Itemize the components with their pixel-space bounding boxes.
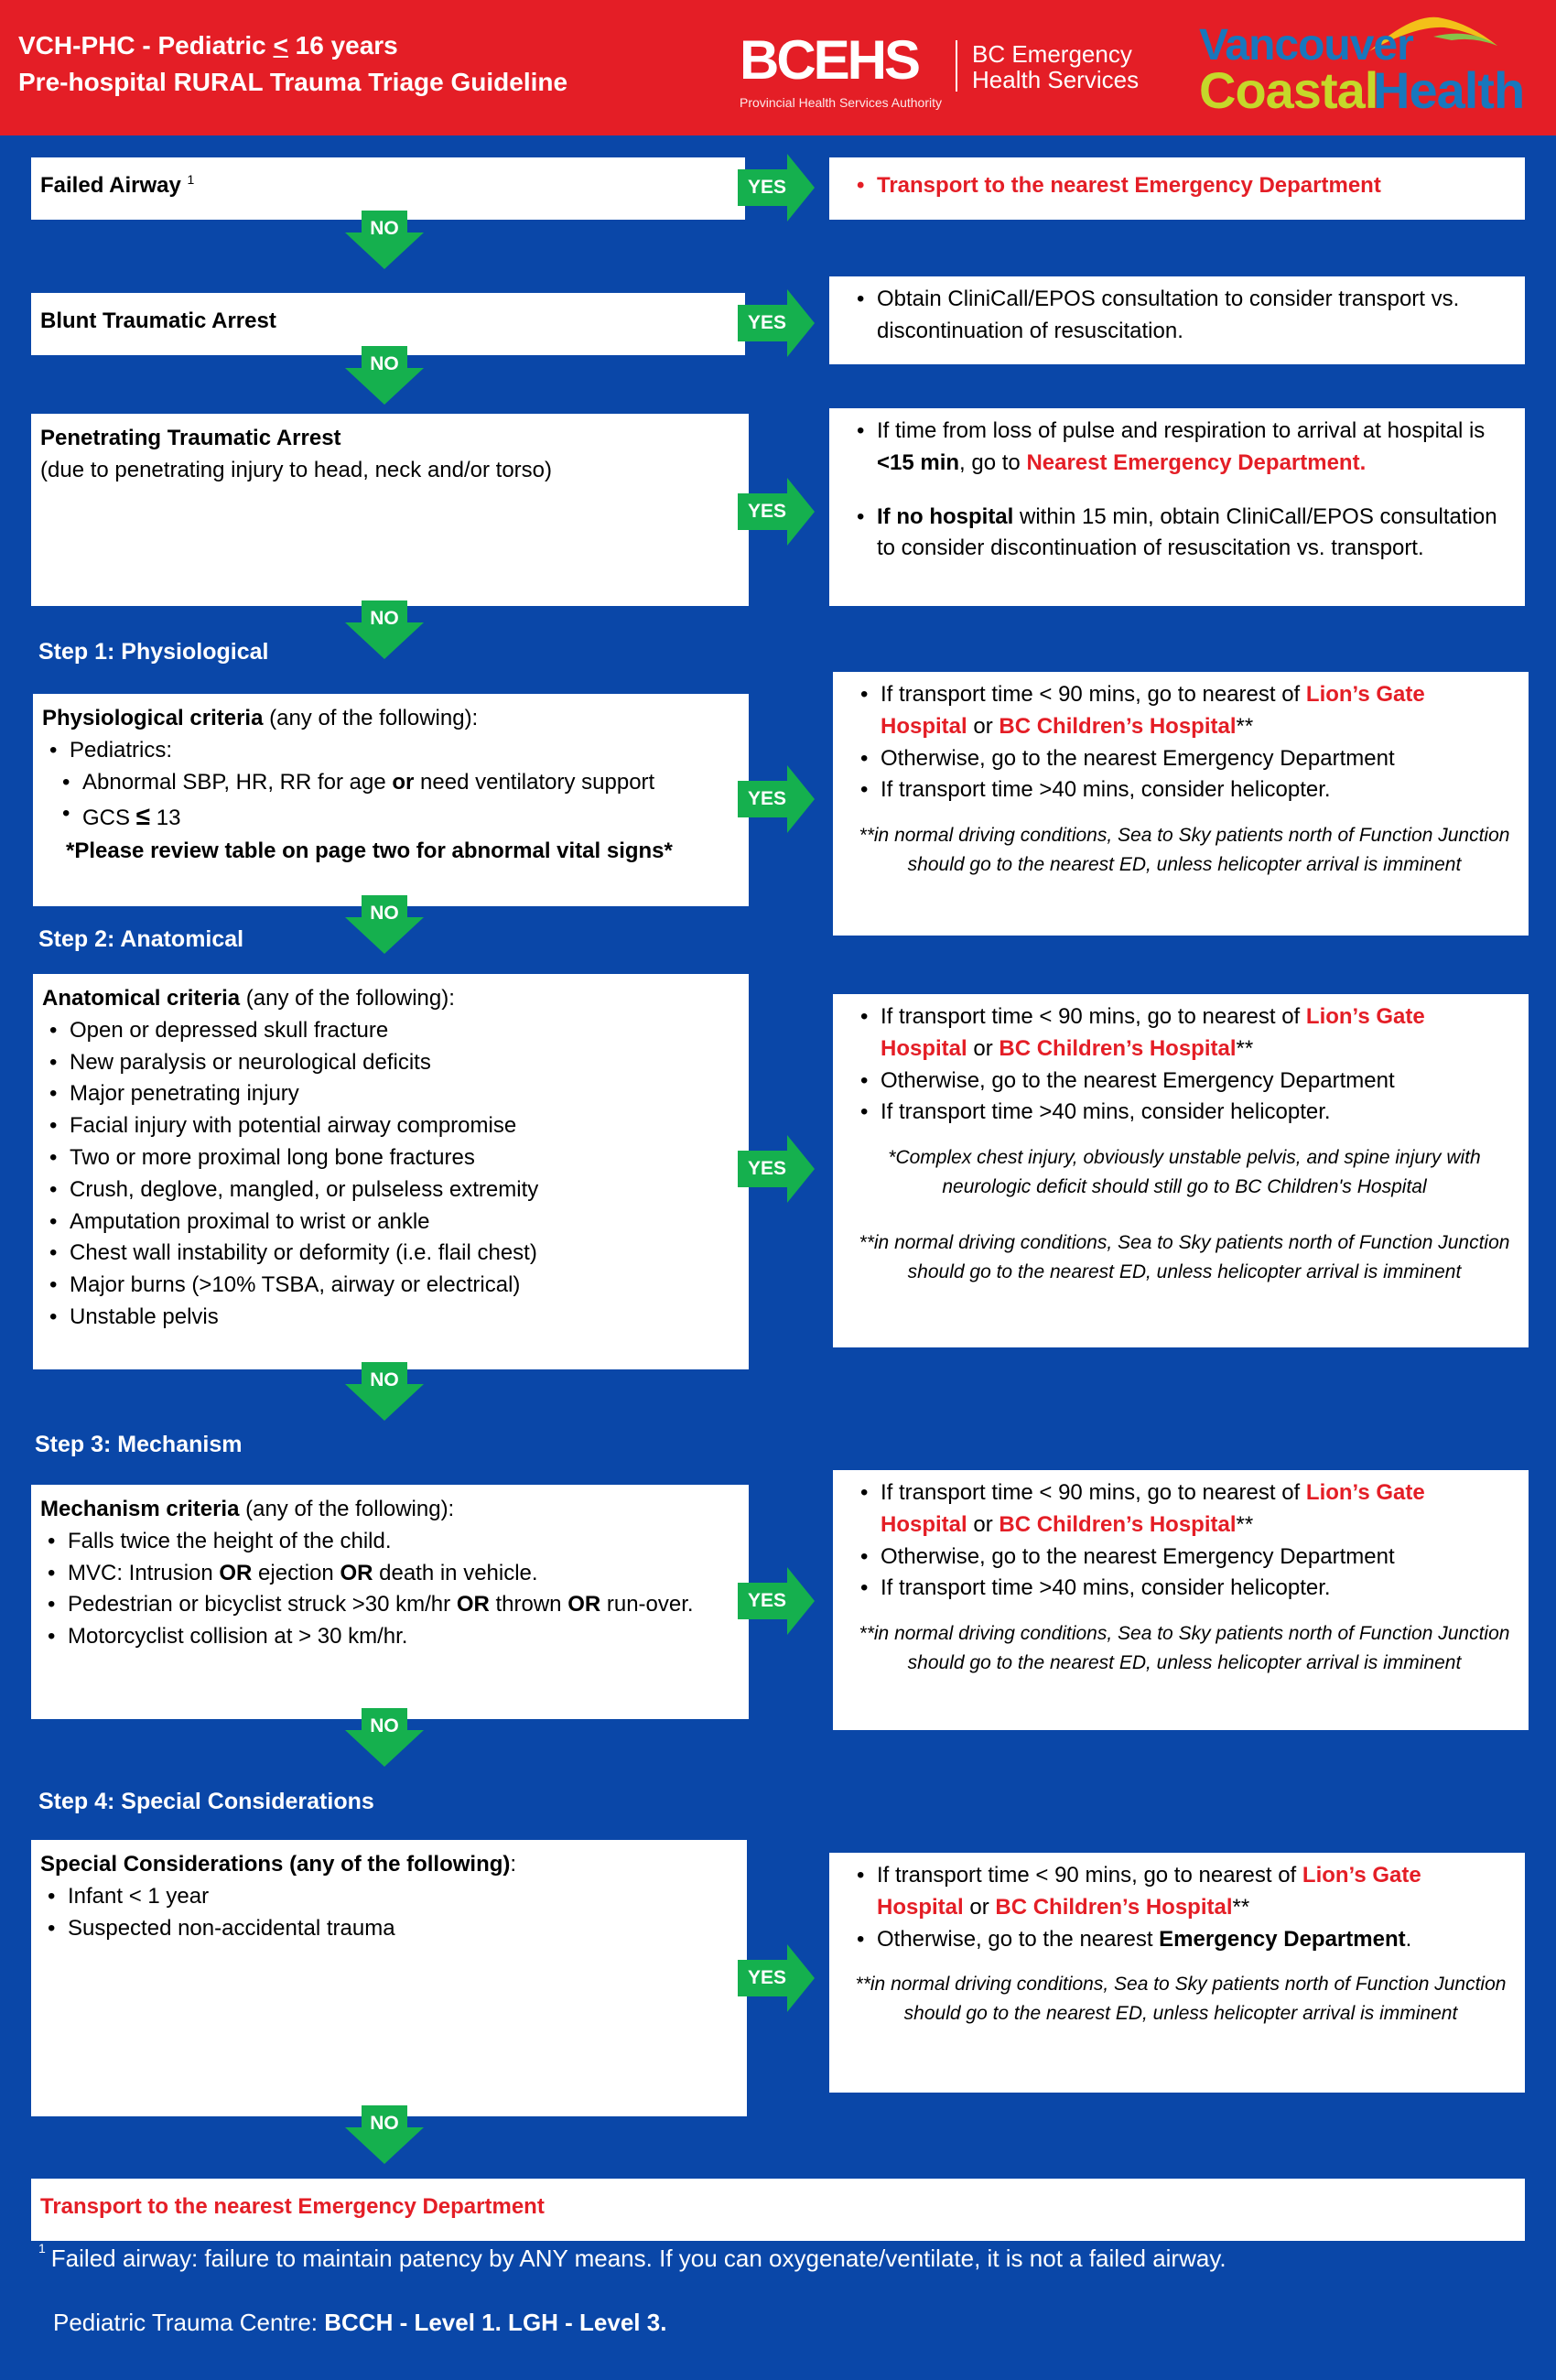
yes-arrow: YES: [738, 1944, 815, 2012]
physiological-action-box: [833, 672, 1529, 936]
penetrating-action-1: • If time from loss of pulse and respiration to arrival at hospital is <15 min, go to Nearest Emergency Department.: [849, 416, 1512, 480]
lions-gate-item: • If transport time < 90 mins, go to nearest of Lion’s Gate Hospital or BC Children’s Hospital**: [853, 679, 1516, 743]
penetrating-arrest-subtitle: (due to penetrating injury to head, neck and/or torso): [40, 457, 553, 482]
header-banner: [0, 0, 1556, 135]
title-text: VCH-PHC - Pediatric: [18, 31, 266, 60]
special-item: • Suspected non-accidental trauma: [40, 1913, 738, 1945]
lions-gate-item: • If transport time < 90 mins, go to nearest of Lion’s Gate Hospital or BC Children’s Hospital**: [849, 1860, 1512, 1924]
special-considerations-box: [31, 1840, 747, 2116]
yes-arrow: YES: [738, 478, 815, 546]
special-action-box: [829, 1853, 1525, 2093]
complex-injury-note: *Complex chest injury, obviously unstable pelvis, and spine injury with neurologic deficit should still go to BC Children's Hospital: [888, 1147, 1481, 1197]
no-arrow: NO: [345, 1708, 424, 1767]
mechanism-item: • Falls twice the height of the child.: [40, 1526, 740, 1558]
lions-gate-item: • If transport time < 90 mins, go to nearest of Lion’s Gate Hospital or BC Children’s Hospital**: [853, 1001, 1516, 1066]
physio-sub-item-1: • Abnormal SBP, HR, RR for age or need ventilatory support: [42, 767, 740, 799]
helicopter-item: • If transport time >40 mins, consider helicopter.: [853, 1573, 1516, 1605]
mechanism-item: • Motorcyclist collision at > 30 km/hr.: [40, 1621, 740, 1653]
title-age: 16 years: [295, 31, 398, 60]
yes-arrow: YES: [738, 765, 815, 833]
failed-airway-action-box: [829, 157, 1525, 220]
otherwise-item: • Otherwise, go to the nearest Emergency Department: [853, 743, 1516, 775]
footnote: [38, 2241, 1226, 2273]
less-equal-symbol: <: [273, 31, 288, 60]
bcehs-logo: BCEHS: [740, 29, 919, 91]
pediatrics-item: • Pediatrics:: [42, 735, 740, 767]
physio-table-note: *Please review table on page two for abnormal vital signs*: [66, 838, 673, 863]
failed-airway-label: Failed Airway: [40, 173, 181, 198]
trauma-centre-note: Pediatric Trauma Centre: BCCH - Level 1. LGH - Level 3.: [53, 2309, 667, 2336]
special-item: • Infant < 1 year: [40, 1881, 738, 1913]
sea-to-sky-note: **in normal driving conditions, Sea to Sky patients north of Function Junction should go to the nearest ED, unless helicopter arrival is imminent: [855, 1974, 1507, 2024]
mechanism-item: • Pedestrian or bicyclist struck >30 km/hr OR thrown OR run-over.: [40, 1589, 740, 1621]
blunt-action-box: [829, 276, 1525, 364]
criteria-qualifier: (any of the following):: [240, 986, 455, 1011]
penetrating-action-2: • If no hospital within 15 min, obtain CliniCall/EPOS consultation to consider discontinuation of resuscitation vs. transport.: [849, 502, 1512, 566]
bcehs-name-line2: Health Services: [972, 66, 1140, 93]
step-4-heading: Step 4: Special Considerations: [38, 1789, 374, 1814]
failed-airway-action: • Transport to the nearest Emergency Department: [849, 170, 1512, 202]
penetrating-arrest-label: Penetrating Traumatic Arrest: [40, 426, 341, 450]
special-title: Special Considerations (any of the following):: [40, 1852, 517, 1877]
anatomical-item: • Facial injury with potential airway compromise: [42, 1110, 740, 1142]
anatomical-item: • Major burns (>10% TSBA, airway or electrical): [42, 1270, 740, 1302]
anatomical-action-box: [833, 994, 1529, 1347]
helicopter-item: • If transport time >40 mins, consider helicopter.: [853, 774, 1516, 806]
anatomical-item: • New paralysis or neurological deficits: [42, 1047, 740, 1079]
bcehs-name-line1: BC Emergency: [972, 40, 1132, 68]
lions-gate-item: • If transport time < 90 mins, go to nearest of Lion’s Gate Hospital or BC Children’s Hospital**: [853, 1477, 1516, 1542]
anatomical-item: • Major penetrating injury: [42, 1078, 740, 1110]
no-arrow: NO: [345, 2105, 424, 2164]
anatomical-item: • Open or depressed skull fracture: [42, 1015, 740, 1047]
mechanism-item: • MVC: Intrusion OR ejection OR death in vehicle.: [40, 1558, 740, 1590]
mechanism-title: Mechanism criteria: [40, 1497, 240, 1521]
sea-to-sky-note: **in normal driving conditions, Sea to Sky patients north of Function Junction should go to the nearest ED, unless helicopter arrival is imminent: [859, 1623, 1510, 1673]
anatomical-title: Anatomical criteria: [42, 986, 241, 1011]
step-3-heading: Step 3: Mechanism: [35, 1432, 243, 1457]
anatomical-item: • Chest wall instability or deformity (i.e. flail chest): [42, 1238, 740, 1270]
footnote-text: Failed airway: failure to maintain patency by ANY means. If you can oxygenate/ventilate, it is not a failed airway.: [50, 2245, 1226, 2272]
mechanism-action-box: [833, 1470, 1529, 1730]
physiological-box: [33, 694, 749, 906]
page-title-line1: [18, 31, 398, 60]
mechanism-box: [31, 1485, 749, 1719]
no-arrow: NO: [345, 1362, 424, 1421]
yes-arrow: YES: [738, 289, 815, 357]
helicopter-item: • If transport time >40 mins, consider helicopter.: [853, 1097, 1516, 1129]
penetrating-action-box: [829, 408, 1525, 606]
vch-logo-health: Health: [1373, 61, 1525, 119]
bcehs-tagline: Provincial Health Services Authority: [740, 95, 942, 110]
no-arrow: NO: [345, 346, 424, 405]
vch-logo-coastal: Coastal: [1199, 61, 1378, 119]
anatomical-item: • Unstable pelvis: [42, 1302, 740, 1334]
vch-logo-line1: Vancouver: [1199, 21, 1413, 70]
blunt-action: • Obtain CliniCall/EPOS consultation to consider transport vs. discontinuation of resuscitation.: [849, 284, 1512, 348]
sea-to-sky-note: **in normal driving conditions, Sea to Sky patients north of Function Junction should go to the nearest ED, unless helicopter arrival is imminent: [859, 825, 1510, 875]
footnote-marker: 1: [187, 172, 195, 187]
yes-arrow: YES: [738, 1567, 815, 1635]
penetrating-arrest-box: [31, 414, 749, 606]
otherwise-item: • Otherwise, go to the nearest Emergency Department: [853, 1542, 1516, 1574]
footnote-marker: 1: [38, 2241, 46, 2256]
blunt-arrest-label: Blunt Traumatic Arrest: [40, 308, 276, 333]
step-2-heading: Step 2: Anatomical: [38, 926, 244, 952]
anatomical-item: • Two or more proximal long bone fractures: [42, 1142, 740, 1174]
yes-arrow: YES: [738, 1135, 815, 1203]
criteria-qualifier: (any of the following):: [263, 706, 479, 730]
no-arrow: NO: [345, 211, 424, 269]
otherwise-item: • Otherwise, go to the nearest Emergency Department: [853, 1066, 1516, 1098]
anatomical-item: • Crush, deglove, mangled, or pulseless extremity: [42, 1174, 740, 1206]
physio-sub-item-2: • GCS ≤ 13: [42, 798, 740, 836]
anatomical-box: [33, 974, 749, 1369]
page-title-line2: Pre-hospital RURAL Trauma Triage Guideline: [18, 68, 568, 96]
no-arrow: NO: [345, 895, 424, 954]
no-arrow: NO: [345, 600, 424, 659]
final-transport-box: [31, 2179, 1525, 2241]
sea-to-sky-note: **in normal driving conditions, Sea to Sky patients north of Function Junction should go to the nearest ED, unless helicopter arrival is imminent: [859, 1232, 1510, 1282]
logo-divider: [956, 40, 957, 92]
physiological-title: Physiological criteria: [42, 706, 264, 730]
final-transport-text: Transport to the nearest Emergency Department: [40, 2194, 545, 2219]
yes-arrow: YES: [738, 154, 815, 222]
criteria-qualifier: (any of the following):: [239, 1497, 455, 1521]
anatomical-item: • Amputation proximal to wrist or ankle: [42, 1206, 740, 1239]
step-1-heading: Step 1: Physiological: [38, 639, 269, 665]
otherwise-item: • Otherwise, go to the nearest Emergency Department.: [849, 1924, 1512, 1956]
